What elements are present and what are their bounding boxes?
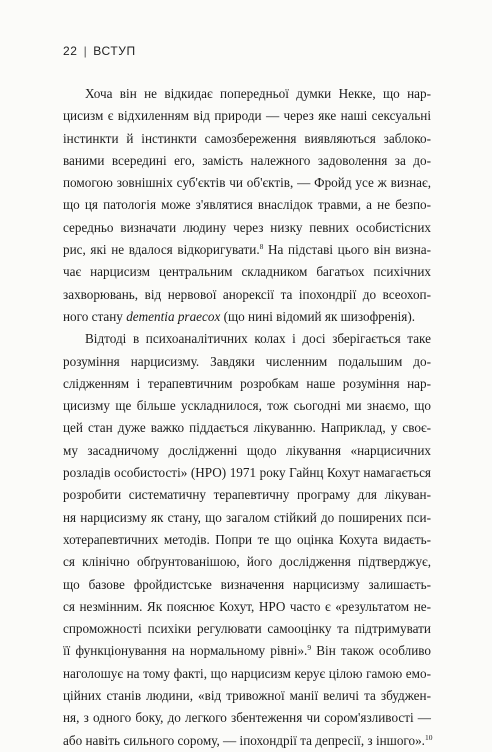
text-line <box>63 730 431 752</box>
text-line <box>63 239 431 261</box>
text-segment: цього він визна- <box>337 242 431 258</box>
italic-term: dementia praecox <box>126 308 221 324</box>
text-line: цей стан дуже важко піддається лікуванню. Наприклад, у своє- <box>63 420 431 436</box>
running-header <box>63 44 136 58</box>
header-separator: | <box>83 44 88 58</box>
text-line: ся незмінним. Як пояснює Кохут, НРО часто є «результатом не- <box>63 598 431 614</box>
text-line: ня нарцисизму як стану, що загалом стійкий до поширених пси- <box>63 509 431 525</box>
text-line: наголошує на тому факті, що нарцисизм керує цілою гамою емо- <box>63 665 431 681</box>
footnote-marker: 8 <box>259 242 264 252</box>
page-number: 22 <box>63 44 78 58</box>
text-line: чає нарцисизм центральним складником багатьох психічних <box>63 264 431 280</box>
text-line: інстинкти й інстинкти самозбереження виявляються заблоко- <box>63 130 431 146</box>
text-line: цисизму ще більше ускладнилося, тож сьогодні ми знаємо, що <box>63 398 431 414</box>
text-line: Відтоді в психоаналітичних колах і досі зберігається таке <box>85 331 431 347</box>
text-segment: або навіть сильного сорому, — іпохондрії та депресії, з іншого». <box>63 732 425 748</box>
text-line: му засадничому дослідженні щодо лікування «нарцисичних <box>63 442 431 458</box>
text-segment: (що нині відомий як шизофренія). <box>223 308 416 324</box>
text-line: що ця патологія може з'являтися внаслідок травми, а не безпо- <box>63 197 431 213</box>
text-line <box>63 640 431 662</box>
text-segment: На підставі <box>263 242 333 258</box>
footnote-marker: 10 <box>424 732 433 742</box>
text-line: ційних станів людини, «від тривожної манії величі та збуджен- <box>63 688 431 704</box>
text-line: захворювань, від нервової анорексії та іпохондрії до всеохоп- <box>63 286 431 302</box>
text-line: хотерапевтичних методів. Попри те що оцінка Кохута видаєть- <box>63 531 431 547</box>
text-line: розробити систематичну терапевтичну програму для лікуван- <box>63 487 431 503</box>
text-segment: ного стану <box>63 308 123 324</box>
text-segment: її функціонування на нормальному рівні». <box>63 643 308 659</box>
section-title: ВСТУП <box>93 44 136 58</box>
body-text <box>63 83 431 752</box>
text-line: розладів особистості» (НРО) 1971 року Гайнц Кохут намагається <box>63 465 431 481</box>
text-line: середньо визначати людину через низку певних особистісних <box>63 219 431 235</box>
text-segment: Він також особливо <box>316 643 432 659</box>
text-line: цисизм є відхиленням від природи — через яке наші сексуальні <box>63 108 431 124</box>
text-line: спроможності психіки регулювати самооцінку та підтримувати <box>63 621 431 637</box>
text-line <box>63 306 431 328</box>
text-line: помогою зовнішніх суб'єктів чи об'єктів, — Фройд усе ж визнає, <box>63 175 431 191</box>
text-line: ся клінічно обґрунтованішою, його дослідження підтверджує, <box>63 554 431 570</box>
text-line: Хоча він не відкидає попередньої думки Некке, що нар- <box>85 86 431 101</box>
text-line: ня, з одного боку, до легкого збентеження чи сором'язливості — <box>63 710 431 726</box>
text-segment: рис, які не вдалося відкоригувати. <box>63 242 260 258</box>
footnote-marker: 9 <box>307 643 312 653</box>
text-line: що базове фройдистське визначення нарцисизму залишаєть- <box>63 576 431 592</box>
text-line: розуміння нарцисизму. Завдяки численним подальшим до- <box>63 353 431 369</box>
text-line: ваними всередині его, замість належного задоволення за до- <box>63 152 431 168</box>
text-line: слідженням і терапевтичним розробкам наше розуміння нар- <box>63 375 431 391</box>
